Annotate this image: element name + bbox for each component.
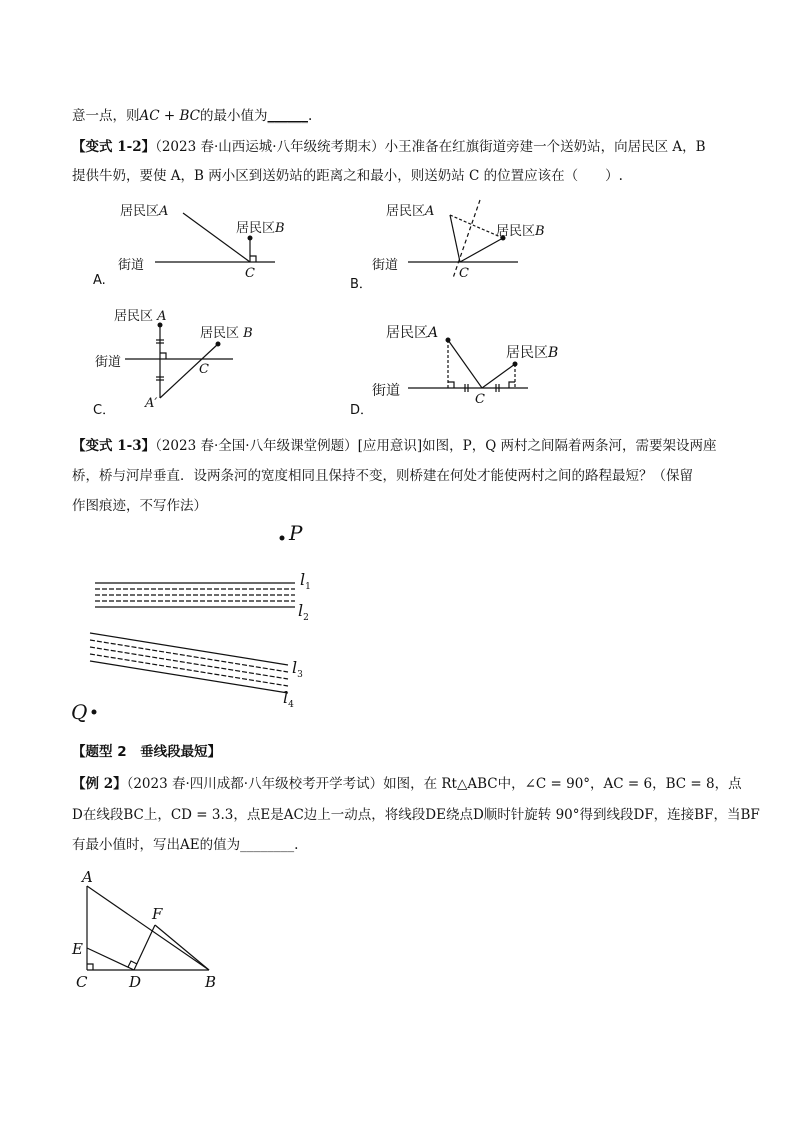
q13-line1 [72, 434, 717, 454]
river2-dash2 [90, 647, 288, 679]
fig-b-resident-b: 居民区B [496, 224, 545, 239]
fig-d-resident-a: 居民区A [386, 325, 439, 341]
q12-text2: 提供牛奶，要使 A，B 两小区到送奶站的距离之和最小，则送奶站 C 的位置应该在（ ）. [72, 168, 623, 184]
tri-label-e: E [72, 940, 83, 958]
fig-b-perp-a [450, 215, 475, 226]
ex2-text3: 有最小值时，写出AE的值为________. [72, 837, 299, 853]
river-label-l2: $l_2$ [298, 601, 309, 624]
fig-a-resident-b: 居民区B [236, 221, 285, 236]
q13-tag: 【变式 1-3】 [72, 438, 156, 454]
intro-end: . [307, 108, 313, 124]
river-label-p: P [289, 521, 303, 545]
q13-text2: 桥，桥与河岸垂直．设两条河的宽度相同且保持不变，则桥建在何处才能使两村之间的路程最短？（保留 [72, 468, 693, 484]
fig-d-point-a [446, 338, 451, 343]
ex2-line1 [72, 772, 742, 792]
q13-line2 [72, 464, 693, 484]
answer-blank: ______ [267, 108, 308, 124]
fig-d-right-angle-b [509, 382, 515, 388]
q13-text1: （2023 春·全国·八年级课堂例题）[应用意识]如图，P，Q 两村之间隔着两条河，需要架设两座 [155, 438, 717, 454]
fig-c-point-a-prime-label: A′ [145, 396, 158, 411]
tri-label-f: F [152, 905, 163, 923]
fig-d-resident-b: 居民区B [506, 345, 559, 361]
option-a-label: A. [93, 273, 106, 288]
fig-b-point-c-label: C [459, 266, 469, 281]
river2-dash1 [90, 640, 288, 672]
tri-label-b: B [205, 973, 217, 991]
ex2-tag: 【例 2】 [72, 776, 127, 792]
fig-b-segment-ac [450, 215, 460, 262]
river-label-l1: $l_1$ [300, 570, 311, 593]
river2-bank-l3 [90, 633, 288, 665]
tri-right-angle-c [87, 964, 93, 970]
intro-text: 意一点，则 [72, 108, 140, 124]
fig-d-street-label: 街道 [372, 383, 400, 399]
fig-c-segment-ab [160, 344, 218, 398]
section2-heading: 【题型 2 垂线段最短】 [72, 744, 222, 760]
fig-d-segment-ac [448, 340, 482, 388]
river-label-l3: $l_3$ [292, 658, 303, 681]
option-b-label: B． [350, 277, 372, 292]
river-point-p [280, 536, 285, 541]
fig-a-point-c-label: C [245, 266, 255, 281]
river-label-q: Q [71, 700, 88, 724]
tri-segment-fb [155, 925, 209, 970]
tri-label-a: A [82, 868, 93, 886]
q13-line3 [72, 494, 207, 514]
fig-c-resident-b: 居民区 B [200, 326, 253, 341]
fig-a-point-b [248, 236, 253, 241]
q12-text1: （2023 春·山西运城·八年级统考期末）小王准备在红旗街道旁建一个送奶站，向居民区 A，B [155, 139, 706, 155]
tri-label-d: D [129, 973, 142, 991]
tri-segment-ed [87, 948, 134, 970]
q13-text3: 作图痕迹，不写作法） [72, 498, 207, 514]
ex2-text1: （2023 春·四川成都·八年级校考开学考试）如图，在 Rt△ABC中，∠C = 90°，AC = 6，BC = 8，点 [126, 776, 742, 792]
fig-d-right-angle-a [448, 382, 454, 388]
option-d-label: D． [350, 403, 374, 418]
fig-a-right-angle [250, 256, 256, 262]
fig-c-street-label: 街道 [95, 355, 122, 370]
option-c-label: C． [93, 403, 116, 418]
river-label-l4: $l_4$ [283, 688, 294, 711]
tri-label-c: C [76, 973, 88, 991]
fig-b-street-label: 街道 [372, 258, 399, 273]
fig-c-point-b [216, 342, 221, 347]
tri-segment-df [134, 925, 155, 970]
river-point-q [92, 710, 97, 715]
river2-dash3 [90, 654, 288, 686]
ex2-line2 [72, 803, 760, 823]
fig-c-right-angle [160, 353, 166, 359]
fig-c-point-c-label: C [199, 362, 209, 377]
fig-a-street-label: 街道 [118, 258, 145, 273]
intro-expr: AC + BC [139, 108, 200, 124]
fig-c-resident-a: 居民区 A [114, 309, 167, 324]
fig-a-resident-a: 居民区A [120, 204, 169, 219]
tri-side-ab [87, 886, 209, 970]
fig-d-point-b [513, 362, 518, 367]
river2-bank-l4 [90, 661, 288, 693]
ex2-line3 [72, 833, 298, 853]
q12-tag: 【变式 1-2】 [72, 139, 156, 155]
fig-b-resident-a: 居民区A [386, 204, 435, 219]
fig-b-segment-bc [460, 238, 503, 262]
fig-d-point-c-label: C [475, 392, 485, 407]
ex2-text2: D在线段BC上，CD = 3.3，点E是AC边上一动点，将线段DE绕点D顺时针旋转 90°得到线段DF，连接BF，当BF [72, 807, 760, 823]
intro-text-suffix: 的最小值为 [199, 108, 268, 124]
